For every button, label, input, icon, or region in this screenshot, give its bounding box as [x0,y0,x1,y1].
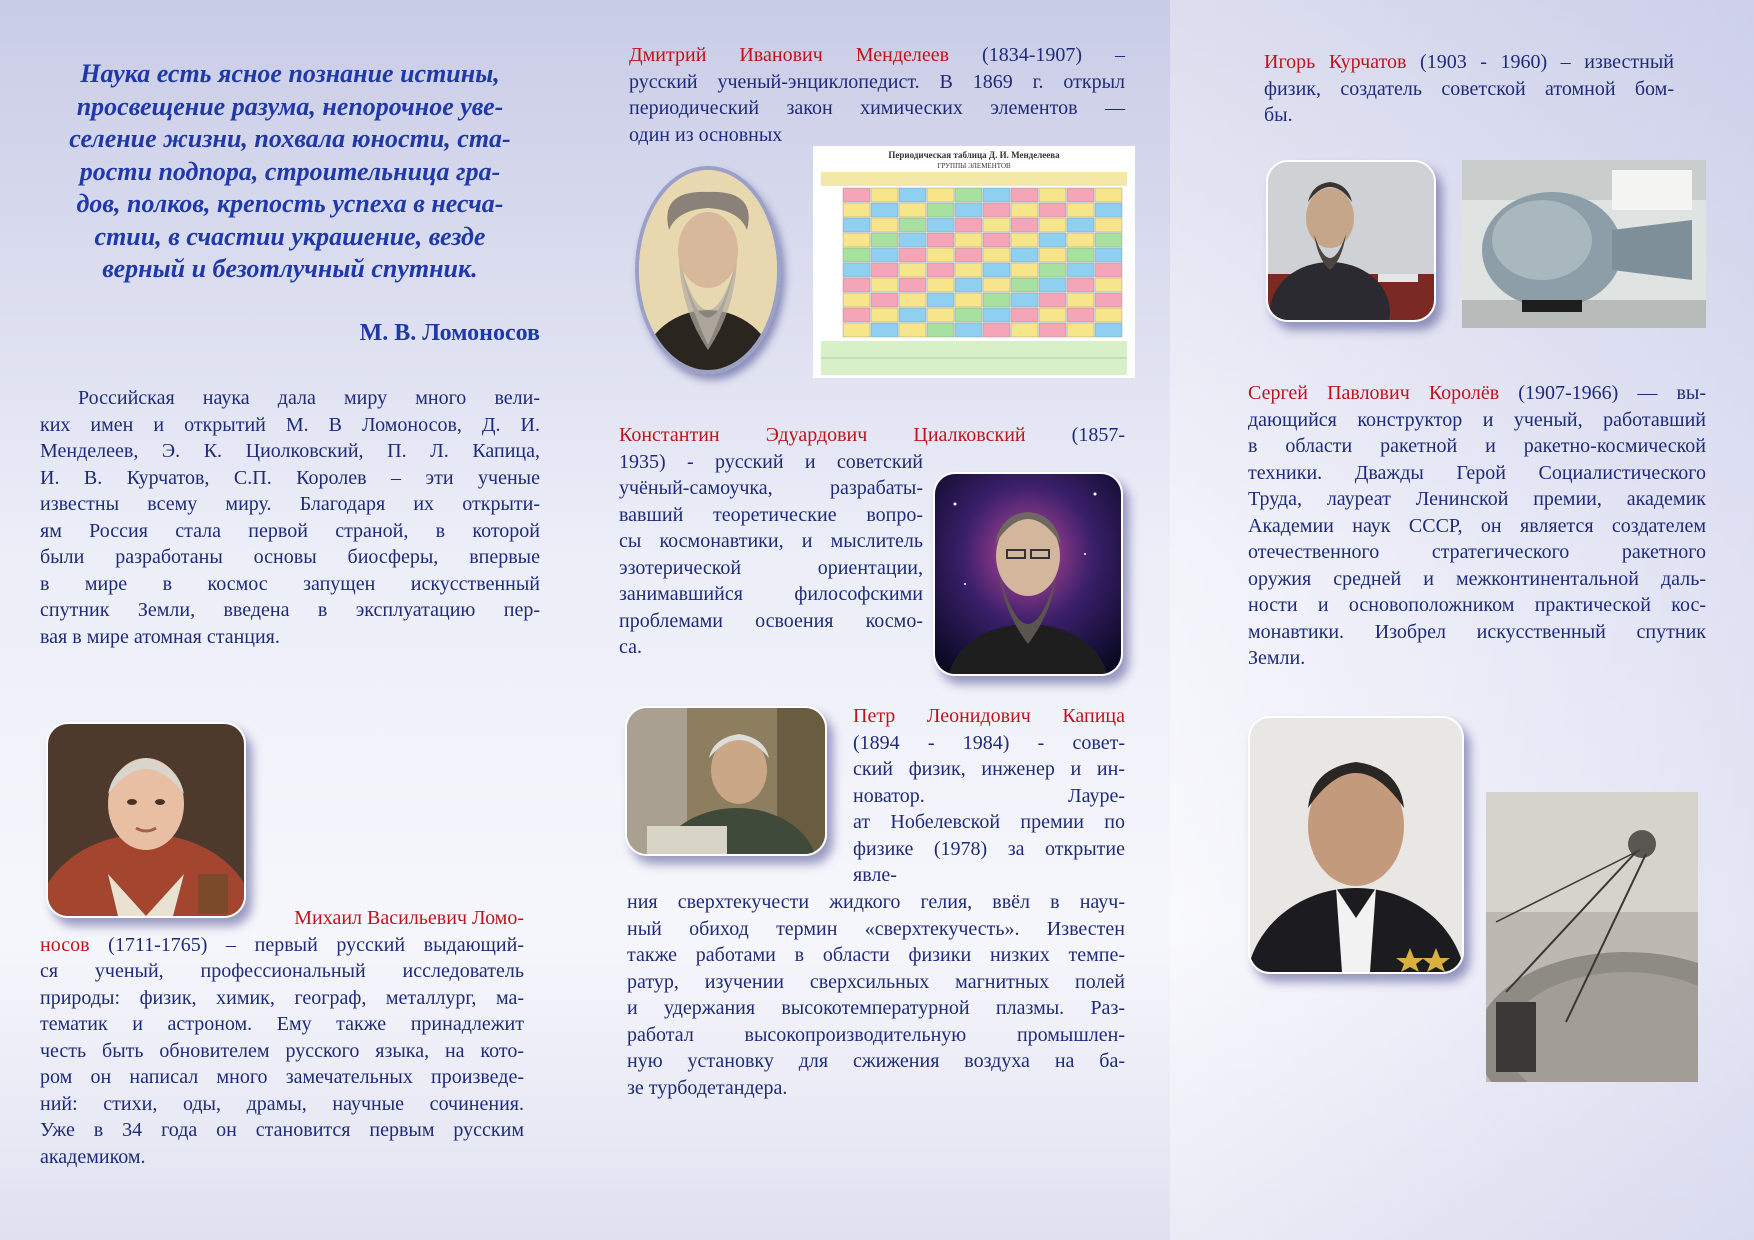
quote-line: верный и безотлучный спутник. [102,254,478,283]
korolev-bio: Сергей Павлович Королёв (1907-1966) — вы- дающийся конструктор и ученый, работавший в области ракетной и ракетно-космической техники. Дважды Герой Социалистического Труда, лауреат Ленинской премии, академик Академии наук СССР, он является создателем отечественного стратегического ракетного оружия средней и межконтинентальной даль- ности и основоположником практической кос- монавтики. Изобрел искусственный спутник Земли. [1248,382,1706,669]
lomonosov-quote [40,58,540,286]
quote-line: селение жизни, похвала юности, ста- [69,124,511,153]
korolev-portrait [1248,716,1464,974]
kapitsa-name: Петр Леонидович Капица [853,705,1125,727]
periodic-table-grid [843,188,1122,337]
quote-line: рости подпора, строительница гра- [79,156,501,186]
periodic-table-image [813,146,1135,378]
kurchatov-portrait [1266,160,1436,322]
panel-right [1170,0,1754,1240]
atomic-bomb-photo [1462,160,1706,328]
quote-author: М. В. Ломоносов [359,320,540,346]
kapitsa-portrait [625,706,827,856]
periodic-table-subtitle: ГРУППЫ ЭЛЕМЕНТОВ [937,162,1011,170]
lomonosov-name: Михаил Васильевич Ломо- [294,907,524,929]
mendeleev-name: Дмитрий Иванович Менделеев [629,44,950,66]
lomonosov-bio: Михаил Васильевич Ломо- носов (1711-1765) – первый русский выдающий- ся ученый, профессиональный исследователь природы: физик, химик, географ, металлург, ма- тематик и астроном. Ему также принадлежит честь быть обновителем русского языка, на кото- ром он написал много замечательных произведе- ний: стихи, оды, драмы, научные сочинения. Уже в 34 года он становится первым русским академиком. [40,907,524,1168]
mendeleev-bio: Дмитрий Иванович Менделеев (1834-1907) – русский ученый-энциклопедист. В 1869 г. открыл периодический закон химических элементов — один из основных [629,44,1125,146]
quote-line: Наука есть ясное познание истины, [80,59,500,88]
quote-line: дов, полков, крепость успеха в несча- [76,189,504,218]
periodic-table-title: Периодическая таблица Д. И. Менделеева [888,150,1060,160]
korolev-name: Сергей Павлович Королёв [1248,382,1500,404]
quote-line: стии, в счастии украшение, везде [94,221,486,251]
kurchatov-bio: Игорь Курчатов (1903 - 1960) – известный физик, создатель советской атомной бом- бы. [1264,51,1674,126]
kapitsa-bio: ния сверхтекучести жидкого гелия, ввёл в науч- ный обиход термин «сверхтекучесть». Известен также работами в области физики низких темпе- ратур, изучении сверхсильных магнитных полей и удержания высокотемпературной плазмы. Раз- работал высокопроизводительную промышлен- ную установку для сжижения воздуха на ба- зе турбодетандера. [627,891,1125,1099]
kapitsa-bio-side: Петр Леонидович Капица (1894 - 1984) - совет- ский физик, инженер и ин- новатор. Лауре- ат Нобелевской премии по физике (1978) за открытие явле- [853,705,1125,886]
sputnik-photo [1486,792,1698,1082]
intro-paragraph: Российская наука дала миру много вели- ких имен и открытий М. В Ломоносов, Д. И. Менделеев, Э. К. Циолковский, П. Л. Капица, И. В. Курчатов, С.П. Королев – эти ученые известны всему миру. Благодаря их открыти- ям Россия стала первой страной, в которой были разработаны основы биосферы, впервые в мире в космос запущен искусственный спутник Земли, введена в эксплуатацию пер- вая в мире атомная станция. [40,387,540,648]
lomonosov-portrait [46,722,246,918]
panel-middle [585,0,1170,1240]
panel-left [0,0,585,1240]
tsiolkovsky-name: Константин Эдуардович Циалковский [619,424,1026,446]
tsiolkovsky-portrait [933,472,1123,676]
quote-line: просвещение разума, непорочное уве- [76,91,504,121]
tsiolkovsky-bio: Константин Эдуардович Циалковский (1857- 1935) - русский и советский учёный-самоучка, разрабаты- вавший теоретические вопро- сы космонавтики, и мыслитель эзотерической ориентации, занимавшийся философскими проблемами освоения космо- са. [619,424,1126,658]
kurchatov-name: Игорь Курчатов [1264,51,1407,73]
mendeleev-portrait [635,166,781,374]
